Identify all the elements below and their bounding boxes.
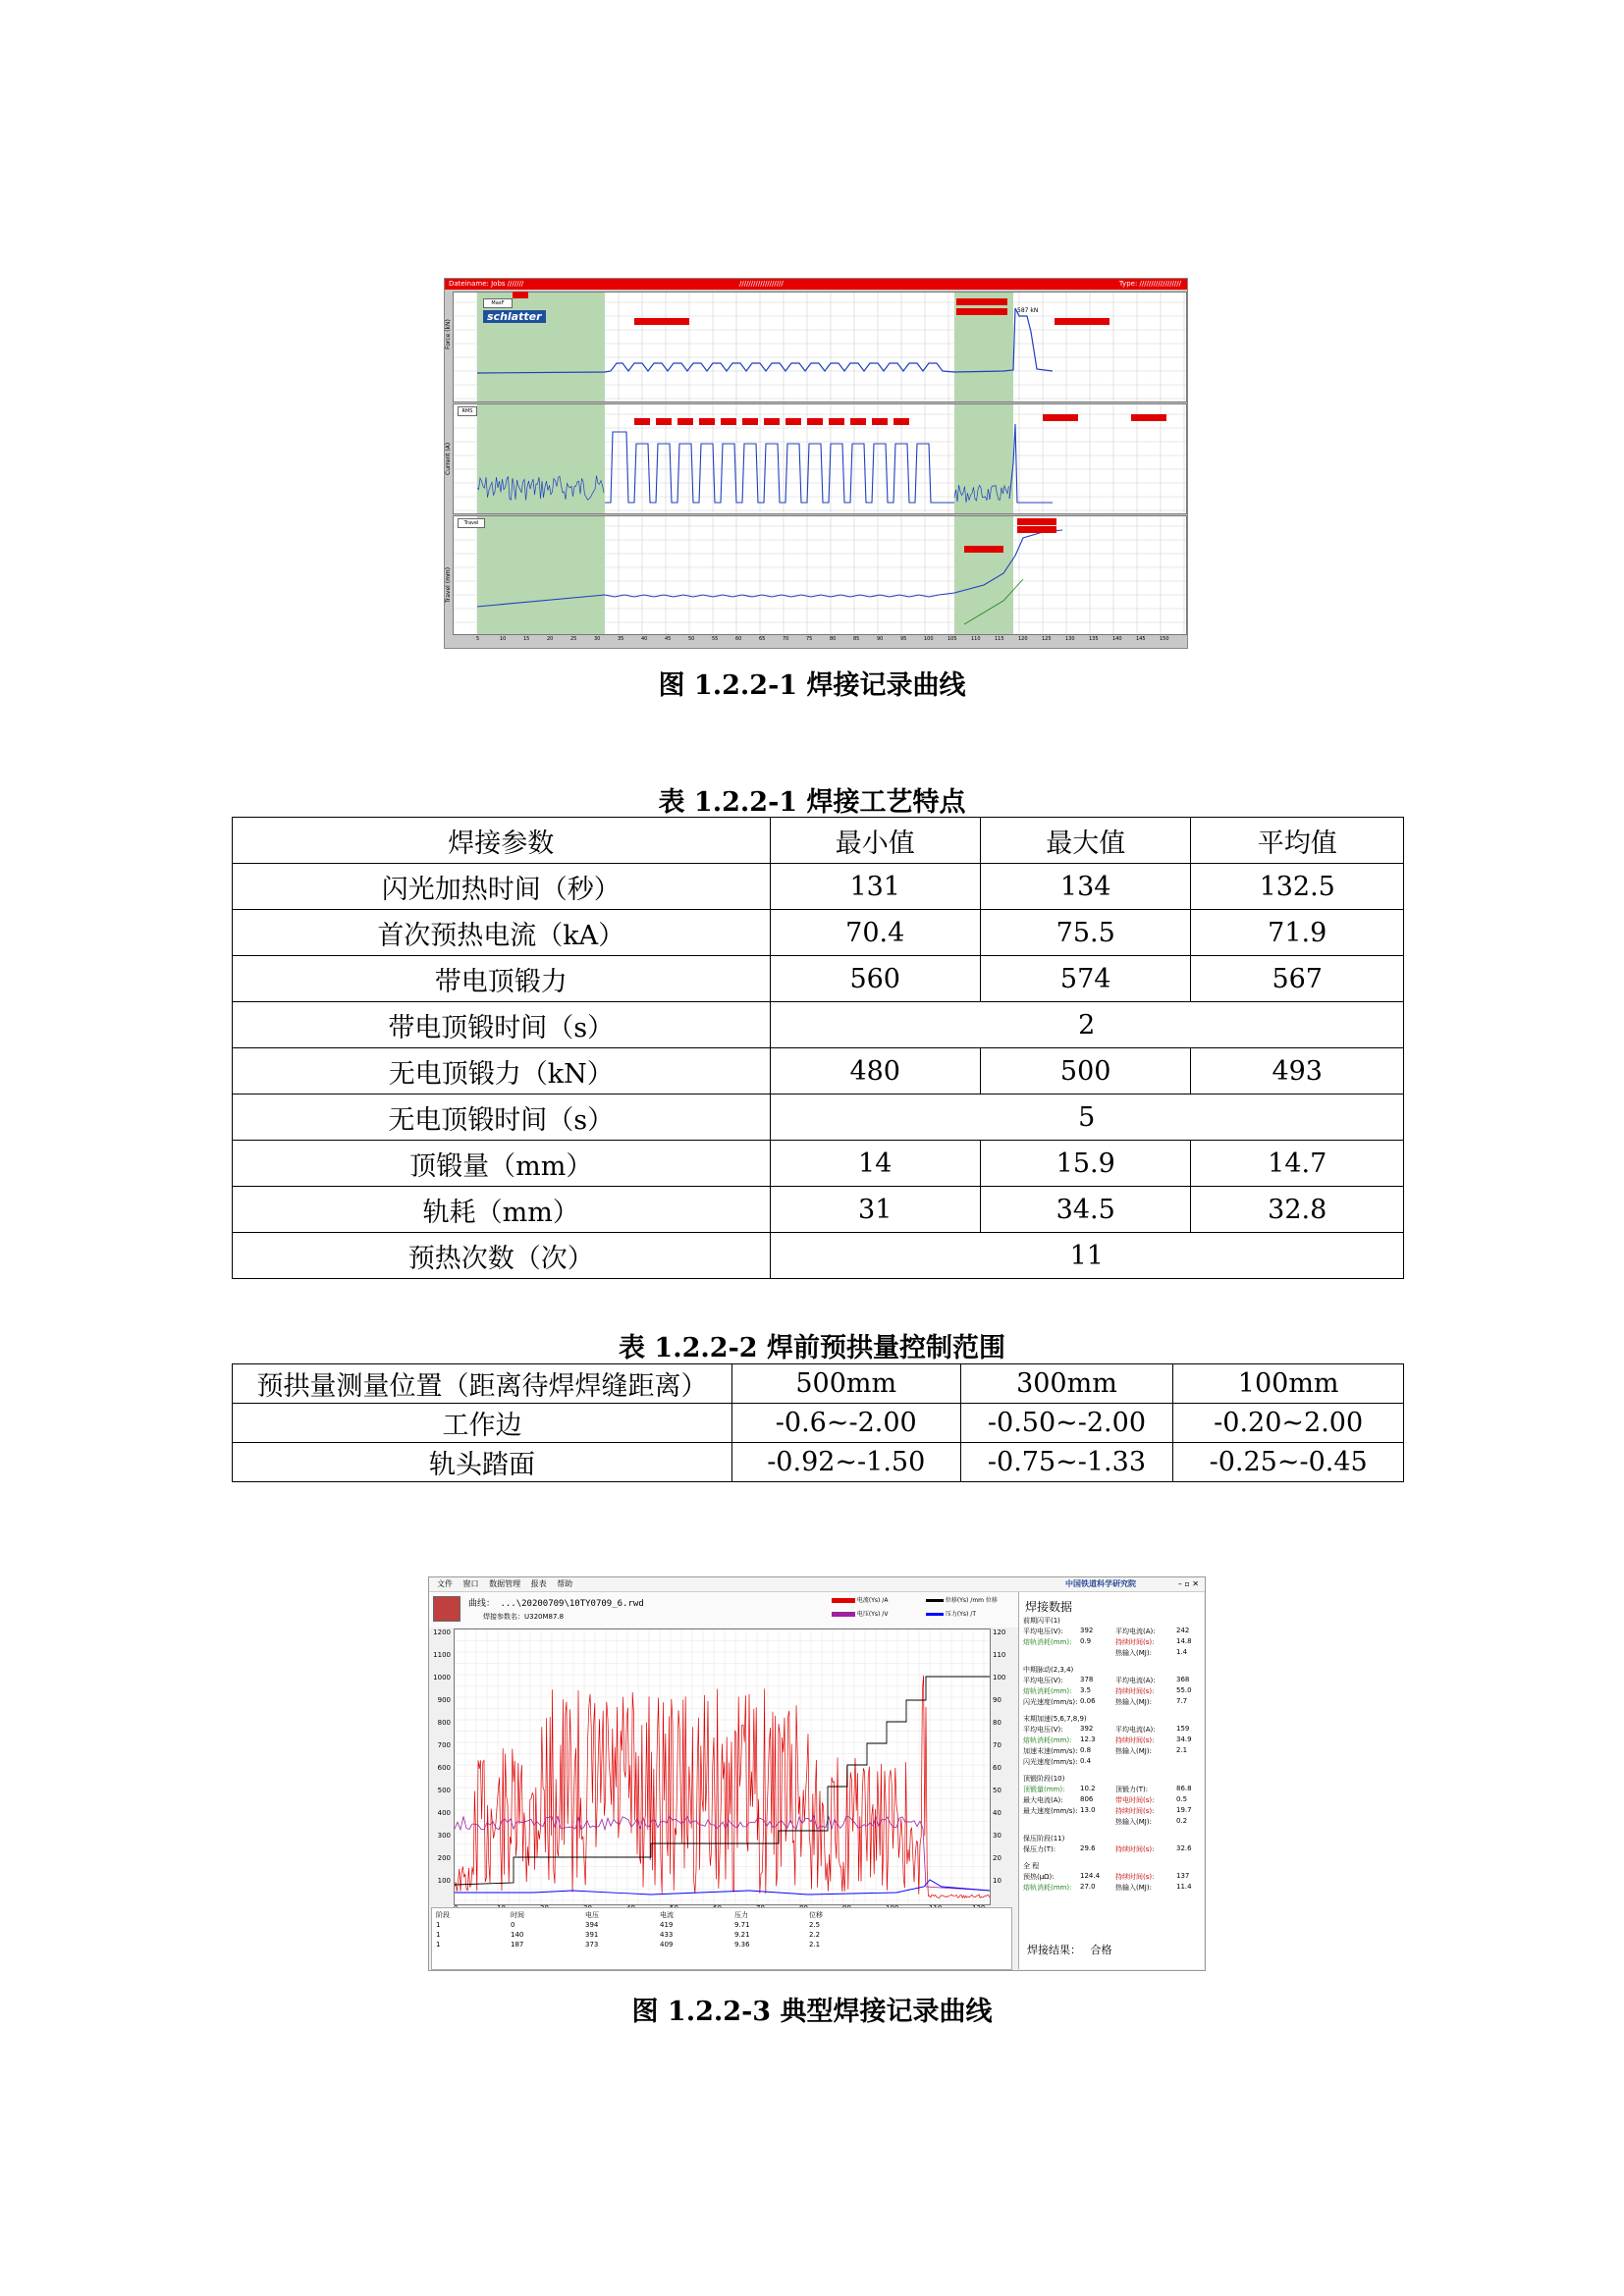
travel-plot — [454, 516, 1186, 634]
table-row — [233, 1443, 1404, 1482]
x-axis-ticks — [476, 636, 1183, 646]
y-right-tick: 60 — [993, 1764, 1001, 1772]
legend-voltage: 电压(Ys) /V — [856, 1611, 889, 1618]
section-title: 末期加速(5,6,7,8,9) — [1023, 1715, 1087, 1723]
caption-figure-1: 图 1.2.2-1 焊接记录曲线 — [658, 670, 966, 701]
y-left-tick: 600 — [437, 1764, 451, 1772]
field-value: 34.9 — [1176, 1735, 1192, 1743]
figure-typical-weld-record-software — [428, 1576, 1206, 1971]
grid-cell: 409 — [660, 1941, 674, 1949]
x-tick-label: 115 — [995, 636, 1004, 642]
current-series — [455, 1676, 990, 1898]
section-title: 顶锻阶段(10) — [1023, 1775, 1065, 1783]
x-tick-label: 150 — [1160, 636, 1169, 642]
menu-data-management[interactable]: 数据管理 — [489, 1579, 521, 1588]
x-tick-label: 10 — [500, 636, 507, 642]
table2-title: 表 1.2.2-2 焊前预拱量控制范围 — [619, 1333, 1005, 1363]
x-tick-label: 25 — [570, 636, 577, 642]
table-row — [233, 864, 1404, 910]
force-plot — [454, 293, 1186, 401]
table-row — [233, 1002, 1404, 1048]
grid-row[interactable] — [432, 1931, 1011, 1941]
field-value: 137 — [1176, 1872, 1190, 1880]
max-value: 500 — [980, 1048, 1190, 1095]
table-row — [233, 1048, 1404, 1095]
y-right-tick: 30 — [993, 1832, 1001, 1840]
field-label: 持续时间(s): — [1115, 1873, 1155, 1881]
field-value: 13.0 — [1080, 1806, 1096, 1814]
brand-label: 中国铁道科学研究院 — [1065, 1579, 1136, 1588]
grid-header-cell: 时间 — [511, 1911, 524, 1919]
grid-cell: 9.21 — [734, 1931, 750, 1939]
field-label: 持续时间(s): — [1115, 1845, 1155, 1853]
y-axis-right — [991, 1629, 1016, 1905]
merged-value: 5 — [770, 1095, 1404, 1141]
y-left-tick: 1000 — [433, 1674, 451, 1682]
y-right-tick: 40 — [993, 1809, 1001, 1817]
field-value: 1.4 — [1176, 1648, 1188, 1656]
grid-header-cell: 位移 — [809, 1911, 823, 1919]
ylabel-travel: Travel (mm) — [445, 566, 452, 603]
range-value: -0.25~-0.45 — [1173, 1443, 1404, 1482]
field-value: 0.9 — [1080, 1637, 1092, 1645]
legend-current: 电流(Ys) /A — [856, 1597, 889, 1604]
section-title: 全 程 — [1023, 1862, 1040, 1870]
recorder-title-bar — [445, 279, 1187, 290]
marker-tag — [785, 418, 801, 425]
avg-value: 567 — [1191, 956, 1404, 1002]
field-label: 平均电压(V): — [1023, 1726, 1063, 1734]
field-label: 熔轨消耗(mm): — [1023, 1736, 1072, 1744]
y-right-tick: 100 — [993, 1674, 1006, 1682]
y-right-tick: 90 — [993, 1696, 1001, 1704]
field-label: 保压力(T): — [1023, 1845, 1056, 1853]
merged-value: 2 — [770, 1002, 1404, 1048]
field-label: 熔轨消耗(mm): — [1023, 1638, 1072, 1646]
x-tick-label: 35 — [618, 636, 624, 642]
x-tick-label: 110 — [971, 636, 981, 642]
title-left: Dateiname: Jobs /////// — [449, 280, 524, 288]
field-label: 热输入(MJ): — [1115, 1818, 1152, 1826]
title-right: Type: ////////////////// — [1118, 280, 1181, 288]
field-label: 平均电流(A): — [1115, 1628, 1156, 1635]
min-value: 131 — [770, 864, 980, 910]
range-value: -0.6~-2.00 — [731, 1404, 960, 1443]
field-label: 闪光速度(mm/s): — [1023, 1758, 1078, 1766]
min-value: 14 — [770, 1141, 980, 1187]
field-value: 2.1 — [1176, 1746, 1188, 1754]
field-value: 3.5 — [1080, 1686, 1092, 1694]
table-row — [233, 1233, 1404, 1279]
x-tick-label: 65 — [759, 636, 766, 642]
x-tick-label: 55 — [712, 636, 719, 642]
grid-cell: 1 — [436, 1931, 441, 1939]
result-value: 合格 — [1090, 1944, 1112, 1956]
field-value: 29.6 — [1080, 1844, 1096, 1852]
curve-plot[interactable] — [454, 1629, 991, 1905]
range-value: -0.92~-1.50 — [731, 1443, 960, 1482]
force-panel — [453, 292, 1187, 402]
header-cell: 300mm — [960, 1364, 1173, 1404]
table-weld-process-characteristics — [232, 817, 1404, 1279]
y-left-tick: 500 — [437, 1787, 451, 1794]
field-value: 806 — [1080, 1795, 1094, 1803]
x-tick-label: 80 — [830, 636, 837, 642]
merged-value: 11 — [770, 1233, 1404, 1279]
avg-value: 14.7 — [1191, 1141, 1404, 1187]
field-label: 熔轨消耗(mm): — [1023, 1687, 1072, 1695]
field-label: 热输入(MJ): — [1115, 1698, 1152, 1706]
field-value: 27.0 — [1080, 1883, 1096, 1891]
y-left-tick: 1100 — [433, 1651, 451, 1659]
marker-tag — [699, 418, 715, 425]
header-cell: 平均值 — [1191, 818, 1404, 864]
param-name-label: 焊接参数名：U320M87.8 — [483, 1613, 565, 1621]
grid-cell: 433 — [660, 1931, 674, 1939]
x-tick-label: 75 — [806, 636, 813, 642]
marker-tag — [807, 418, 823, 425]
param-name: 顶锻量（mm） — [233, 1141, 771, 1187]
y-right-tick: 10 — [993, 1877, 1001, 1885]
field-value: 242 — [1176, 1627, 1190, 1634]
position-name: 轨头踏面 — [233, 1443, 732, 1482]
travel-panel — [453, 515, 1187, 635]
field-value: 0.06 — [1080, 1697, 1096, 1705]
x-tick-label: 95 — [900, 636, 907, 642]
grid-cell: 2.2 — [809, 1931, 821, 1939]
x-tick-label: 130 — [1065, 636, 1075, 642]
y-right-tick: 110 — [993, 1651, 1006, 1659]
marker-tag — [1017, 518, 1056, 525]
curve-svg — [455, 1629, 990, 1904]
grid-header-cell: 压力 — [734, 1911, 748, 1919]
max-value: 574 — [980, 956, 1190, 1002]
menu-report[interactable]: 报表 — [530, 1579, 547, 1588]
x-tick-label: 140 — [1112, 636, 1122, 642]
max-value: 15.9 — [980, 1141, 1190, 1187]
table1-title: 表 1.2.2-1 焊接工艺特点 — [658, 787, 966, 818]
param-name: 带电顶锻力 — [233, 956, 771, 1002]
grid-cell: 373 — [585, 1941, 599, 1949]
grid-cell: 9.36 — [734, 1941, 750, 1949]
header-cell: 焊接参数 — [233, 818, 771, 864]
range-value: -0.50~-2.00 — [960, 1404, 1173, 1443]
table2-header-row — [233, 1364, 1404, 1404]
x-tick-label: 105 — [947, 636, 957, 642]
field-value: 378 — [1080, 1676, 1094, 1683]
x-tick-label: 70 — [783, 636, 789, 642]
param-name: 首次预热电流（kA） — [233, 910, 771, 956]
param-name: 闪光加热时间（秒） — [233, 864, 771, 910]
grid-cell: 2.1 — [809, 1941, 821, 1949]
min-value: 70.4 — [770, 910, 980, 956]
grid-cell: 9.71 — [734, 1921, 750, 1929]
y-right-tick: 20 — [993, 1854, 1001, 1862]
field-value: 11.4 — [1176, 1883, 1192, 1891]
field-value: 392 — [1080, 1627, 1094, 1634]
grid-cell: 0 — [511, 1921, 515, 1929]
field-value: 10.2 — [1080, 1785, 1096, 1792]
y-left-tick: 800 — [437, 1719, 451, 1727]
schlatter-logo: schlatter — [483, 310, 546, 323]
marker-tag — [513, 292, 528, 298]
x-tick-label: 125 — [1042, 636, 1052, 642]
x-tick-label: 5 — [476, 636, 480, 642]
y-left-tick: 700 — [437, 1741, 451, 1749]
section-title: 保压阶段(11) — [1023, 1835, 1065, 1842]
caption-figure-3: 图 1.2.2-3 典型焊接记录曲线 — [631, 1997, 993, 2027]
field-label: 最大速度(mm/s): — [1023, 1807, 1078, 1815]
y-right-tick: 120 — [993, 1629, 1006, 1636]
field-label: 最大电流(A): — [1023, 1796, 1063, 1804]
grid-row[interactable] — [432, 1941, 1011, 1950]
x-tick-label: 90 — [877, 636, 884, 642]
param-name: 轨耗（mm） — [233, 1187, 771, 1233]
field-value: 55.0 — [1176, 1686, 1192, 1694]
field-value: 7.7 — [1176, 1697, 1188, 1705]
legend-swatch-current — [832, 1598, 855, 1603]
grid-cell: 140 — [511, 1931, 524, 1939]
marker-tag — [742, 418, 758, 425]
field-value: 32.6 — [1176, 1844, 1192, 1852]
legend-force: 压力(Ys) /T — [945, 1611, 976, 1618]
legend-swatch-voltage — [832, 1612, 855, 1617]
x-tick-label: 100 — [924, 636, 934, 642]
menu-help[interactable]: 帮助 — [557, 1579, 573, 1588]
window-controls-icon[interactable]: – ▫ ✕ — [1177, 1579, 1199, 1588]
marker-tag — [656, 418, 672, 425]
min-value: 560 — [770, 956, 980, 1002]
header-cell: 预拱量测量位置（距离待焊焊缝距离） — [233, 1364, 732, 1404]
marker-tag — [829, 418, 844, 425]
header-cell: 100mm — [1173, 1364, 1404, 1404]
x-tick-label: 145 — [1136, 636, 1146, 642]
y-right-tick: 80 — [993, 1719, 1001, 1727]
marker-tag — [634, 318, 689, 325]
legend-swatch-force — [926, 1613, 944, 1616]
param-name: 无电顶锻力（kN） — [233, 1048, 771, 1095]
x-tick-label: 45 — [665, 636, 672, 642]
grid-cell: 187 — [511, 1941, 524, 1949]
grid-header — [432, 1910, 1011, 1920]
marker-tag — [1043, 414, 1078, 421]
panel3-label: Travel — [458, 518, 485, 528]
panel2-label: RMS — [458, 406, 477, 416]
panel1-label: MaxF — [483, 298, 513, 308]
header-cell: 500mm — [731, 1364, 960, 1404]
legend — [832, 1595, 1018, 1625]
field-value: 159 — [1176, 1725, 1190, 1733]
grid-cell: 419 — [660, 1921, 674, 1929]
panel-title: 焊接数据 — [1025, 1600, 1073, 1614]
x-tick-label: 30 — [594, 636, 601, 642]
marker-tag — [1131, 414, 1166, 421]
field-value: 14.8 — [1176, 1637, 1192, 1645]
weld-data-panel — [1018, 1592, 1204, 1969]
field-label: 加速末速(mm/s): — [1023, 1747, 1078, 1755]
avg-value: 132.5 — [1191, 864, 1404, 910]
grid-cell: 1 — [436, 1941, 441, 1949]
max-value: 75.5 — [980, 910, 1190, 956]
grid-header-cell: 电流 — [660, 1911, 674, 1919]
x-tick-label: 50 — [688, 636, 695, 642]
header-cell: 最小值 — [770, 818, 980, 864]
table-row — [233, 1095, 1404, 1141]
table-row — [233, 1187, 1404, 1233]
ylabel-current: Current (A) — [445, 442, 452, 475]
y-axis-left — [429, 1629, 453, 1905]
field-value: 124.4 — [1080, 1872, 1101, 1880]
avg-value: 71.9 — [1191, 910, 1404, 956]
file-path: ...\20200709\10TY0709_6.rwd — [500, 1599, 644, 1609]
marker-tag — [634, 418, 650, 425]
marker-tag — [893, 418, 909, 425]
y-left-tick: 100 — [437, 1877, 451, 1885]
grid-cell: 2.5 — [809, 1921, 821, 1929]
table1-header-row — [233, 818, 1404, 864]
field-label: 持续时间(s): — [1115, 1736, 1155, 1744]
section-title: 前期闪平(1) — [1023, 1617, 1060, 1625]
table-pre-camber-range — [232, 1363, 1404, 1482]
field-label: 持续时间(s): — [1115, 1807, 1155, 1815]
marker-tag — [1017, 526, 1056, 533]
param-name: 预热次数（次） — [233, 1233, 771, 1279]
curve-label: 曲线： — [468, 1599, 496, 1609]
field-label: 平均电压(V): — [1023, 1628, 1063, 1635]
marker-tag — [964, 546, 1003, 553]
x-tick-label: 15 — [523, 636, 530, 642]
field-label: 持续时间(s): — [1115, 1638, 1155, 1646]
x-tick-label: 60 — [735, 636, 742, 642]
range-value: -0.75~-1.33 — [960, 1443, 1173, 1482]
field-label: 预热(μΩ): — [1023, 1873, 1055, 1881]
x-tick-label: 135 — [1089, 636, 1099, 642]
x-tick-label: 85 — [853, 636, 860, 642]
field-label: 热输入(MJ): — [1115, 1884, 1152, 1892]
force-series — [455, 1880, 990, 1895]
grid-header-cell: 电压 — [585, 1911, 599, 1919]
y-left-tick: 400 — [437, 1809, 451, 1817]
marker-tag — [872, 418, 888, 425]
grid-row[interactable] — [432, 1921, 1011, 1931]
avg-value: 32.8 — [1191, 1187, 1404, 1233]
y-left-tick: 300 — [437, 1832, 451, 1840]
x-tick-label: 120 — [1018, 636, 1028, 642]
marker-tag — [956, 308, 1007, 315]
weld-result — [1027, 1942, 1112, 1957]
marker-tag — [721, 418, 736, 425]
marker-tag — [1055, 318, 1110, 325]
param-name: 带电顶锻时间（s） — [233, 1002, 771, 1048]
field-value: 368 — [1176, 1676, 1190, 1683]
field-value: 19.7 — [1176, 1806, 1192, 1814]
menu-bar — [429, 1577, 1205, 1592]
result-label: 焊接结果： — [1027, 1944, 1081, 1956]
param-name: 无电顶锻时间（s） — [233, 1095, 771, 1141]
field-value: 0.5 — [1176, 1795, 1188, 1803]
field-value: 392 — [1080, 1725, 1094, 1733]
grid-header-cell: 阶段 — [436, 1911, 450, 1919]
legend-swatch-travel — [926, 1599, 944, 1602]
y-left-tick: 900 — [437, 1696, 451, 1704]
table-row — [233, 1141, 1404, 1187]
figure-weld-record-schlatter — [444, 278, 1188, 649]
toolbar — [429, 1592, 1018, 1628]
field-label: 热输入(MJ): — [1115, 1649, 1152, 1657]
table-row — [233, 910, 1404, 956]
min-value: 31 — [770, 1187, 980, 1233]
legend-travel: 位移(Ys) /mm 位移 — [945, 1597, 998, 1604]
range-value: -0.20~2.00 — [1173, 1404, 1404, 1443]
position-name: 工作边 — [233, 1404, 732, 1443]
marker-tag — [764, 418, 780, 425]
y-right-tick: 70 — [993, 1741, 1001, 1749]
field-value: 0.4 — [1080, 1757, 1092, 1765]
field-label: 热输入(MJ): — [1115, 1747, 1152, 1755]
field-label: 持续时间(s): — [1115, 1687, 1155, 1695]
max-value: 134 — [980, 864, 1190, 910]
grid-cell: 1 — [436, 1921, 441, 1929]
grid-cell: 394 — [585, 1921, 599, 1929]
field-label: 平均电流(A): — [1115, 1677, 1156, 1684]
field-label: 平均电压(V): — [1023, 1677, 1063, 1684]
field-label: 熔轨消耗(mm): — [1023, 1884, 1072, 1892]
field-label: 平均电流(A): — [1115, 1726, 1156, 1734]
field-value: 12.3 — [1080, 1735, 1096, 1743]
header-cell: 最大值 — [980, 818, 1190, 864]
avg-value: 493 — [1191, 1048, 1404, 1095]
y-left-tick: 1200 — [433, 1629, 451, 1636]
toolbar-button-icon[interactable] — [433, 1596, 460, 1622]
field-label: 带电时间(s): — [1115, 1796, 1155, 1804]
section-title: 中期脉动(2,3,4) — [1023, 1666, 1074, 1674]
field-value: 0.8 — [1080, 1746, 1092, 1754]
menu-window[interactable]: 窗口 — [462, 1579, 479, 1588]
x-tick-label: 40 — [641, 636, 648, 642]
field-label: 顶锻力(T): — [1115, 1786, 1149, 1793]
max-value: 34.5 — [980, 1187, 1190, 1233]
min-value: 480 — [770, 1048, 980, 1095]
svg-text:587 kN: 587 kN — [1017, 307, 1039, 314]
field-value: 86.8 — [1176, 1785, 1192, 1792]
current-panel — [453, 403, 1187, 514]
title-mid: /////////////////// — [739, 280, 784, 288]
marker-tag — [850, 418, 866, 425]
grid-cell: 391 — [585, 1931, 599, 1939]
field-value: 0.2 — [1176, 1817, 1188, 1825]
table-row — [233, 1404, 1404, 1443]
y-right-tick: 50 — [993, 1787, 1001, 1794]
data-grid[interactable] — [431, 1907, 1012, 1970]
ylabel-force: Force (kN) — [445, 319, 452, 349]
field-label: 顶锻量(mm): — [1023, 1786, 1065, 1793]
marker-tag — [677, 418, 693, 425]
table-row — [233, 956, 1404, 1002]
menu-file[interactable]: 文件 — [437, 1579, 453, 1588]
y-left-tick: 200 — [437, 1854, 451, 1862]
field-label: 闪光速度(mm/s): — [1023, 1698, 1078, 1706]
marker-tag — [956, 298, 1007, 305]
x-tick-label: 20 — [547, 636, 554, 642]
